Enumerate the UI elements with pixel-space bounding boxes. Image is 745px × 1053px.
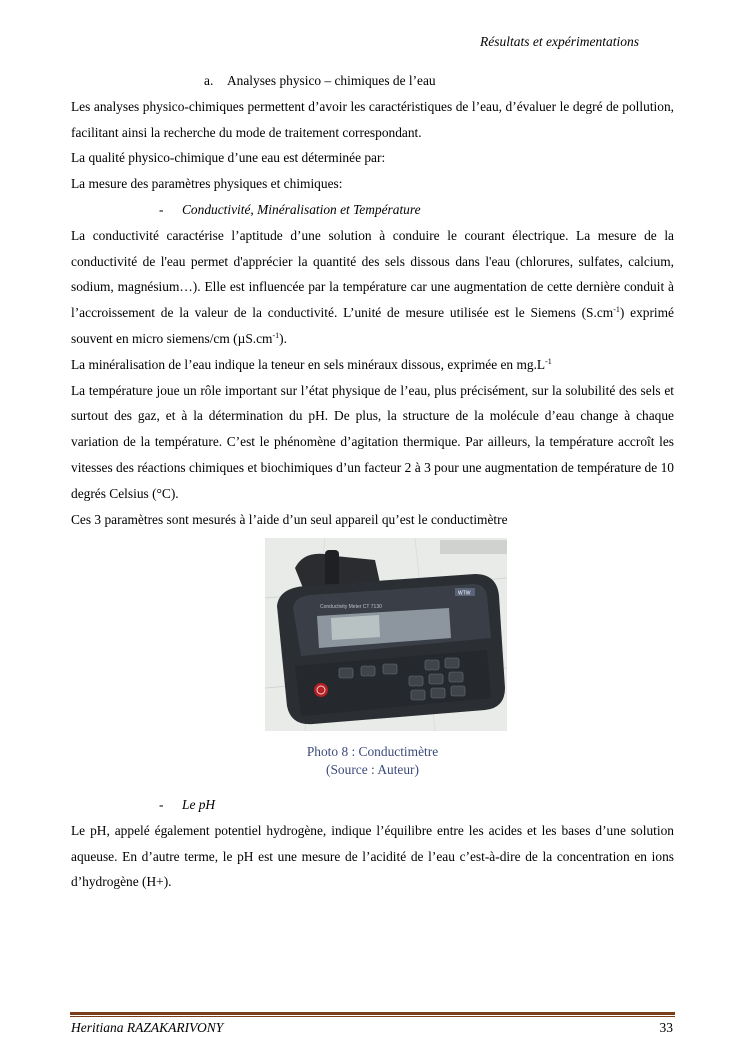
conductivity-text-c: ). [279, 330, 287, 346]
bullet-label: Le pH [182, 797, 216, 812]
caption-source: (Source : Auteur) [326, 762, 419, 777]
conductivity-text-b: ) exprimé souvent en micro siemens/cm (µS.cm [71, 305, 675, 346]
params-sentence: Ces 3 paramètres sont mesurés à l’aide d’un seul appareil qu’est le conductimètre [71, 511, 508, 527]
key-button [445, 658, 459, 668]
ph-paragraph: Le pH, appelé également potentiel hydrogène, indique l’équilibre entre les acides et les bases d’une solution aqueuse. En d’autre terme, le pH est une mesure de l’acidité de l’eau c’est-à-dire de la concentration en ions d’hydrogène (H+). [71, 822, 674, 890]
page-number: 33 [659, 1020, 673, 1035]
bullet-label: Conductivité, Minéralisation et Température [182, 201, 421, 217]
bullet-dash: - [159, 201, 164, 217]
temperature-paragraph: La température joue un rôle important sur l’état physique de l’eau, plus précisément, sur la solubilité des sels et surtout des gaz, et à la détermination du pH. De plus, la structure de la molécule d’eau change à chaque variation de la température. C’est le phénomène d’agitation thermique. Par ailleurs, la température accroît les vitesses des réactions chimiques et biochimiques d’un facteur 2 à 3 pour une augmentation de température de 10 degrés Celsius (°C). [71, 382, 674, 501]
conductimeter-illustration [265, 538, 507, 731]
footer-rule-thin [70, 1016, 675, 1017]
footer-rule-thick [70, 1012, 675, 1015]
bullet-dash: - [159, 797, 164, 812]
key-button [339, 668, 353, 678]
section-number: a. [204, 73, 214, 88]
quality-sentence: La qualité physico-chimique d’une eau est déterminée par: [71, 150, 386, 166]
key-button [383, 664, 397, 674]
bullet-ph [71, 792, 674, 818]
footer-author: Heritiana RAZAKARIVONY [71, 1020, 224, 1035]
bullet-conductivity [71, 197, 674, 223]
key-button [361, 666, 375, 676]
caption-title: Photo 8 : Conductimètre [306, 744, 439, 759]
key-button [411, 690, 425, 700]
lcd-screen [331, 615, 380, 640]
mineral-text: La minéralisation de l’eau indique la teneur en sels minéraux dissous, exprimée en mg.L [71, 356, 546, 372]
superscript: -1 [613, 305, 620, 315]
key-button [431, 688, 445, 698]
intro-paragraph: Les analyses physico-chimiques permettent d’avoir les caractéristiques de l’eau, d’évaluer le degré de pollution, facilitant ainsi la recherche du mode de traitement correspondant. [71, 98, 674, 140]
device-label: Conductivity Meter CT 7130 [320, 604, 382, 610]
key-button [429, 674, 443, 684]
mineral-paragraph [71, 352, 674, 378]
conductimeter-photo [265, 538, 507, 731]
superscript: -1 [545, 356, 552, 366]
conductivity-paragraph [71, 223, 674, 352]
main-content [71, 68, 674, 532]
conductivity-text-a: La conductivité caractérise l’aptitude d’une solution à conduire le courant électrique. La mesure de la conductivité de l'eau permet d'apprécier la quantité des sels dissous dans l'eau (chlorures, sulfates, calcium, sodium, magnésium…). Elle est influencée par la température car une augmentation de cette dernière conduit à l’accroissement de la valeur de la conductivité. L’unité de mesure utilisée est le Siemens (S.cm [71, 227, 674, 321]
key-button [425, 660, 439, 670]
running-header: Résultats et expérimentations [480, 34, 639, 49]
section-heading [71, 68, 674, 94]
measure-sentence: La mesure des paramètres physiques et chimiques: [71, 176, 343, 192]
key-button [451, 686, 465, 696]
figure-caption [0, 743, 745, 779]
section-title: Analyses physico – chimiques de l’eau [227, 73, 436, 88]
brand-label: WTW [458, 590, 471, 597]
key-button [449, 672, 463, 682]
ph-section [71, 792, 674, 895]
power-button [314, 683, 328, 697]
key-button [409, 676, 423, 686]
superscript: -1 [272, 330, 280, 340]
